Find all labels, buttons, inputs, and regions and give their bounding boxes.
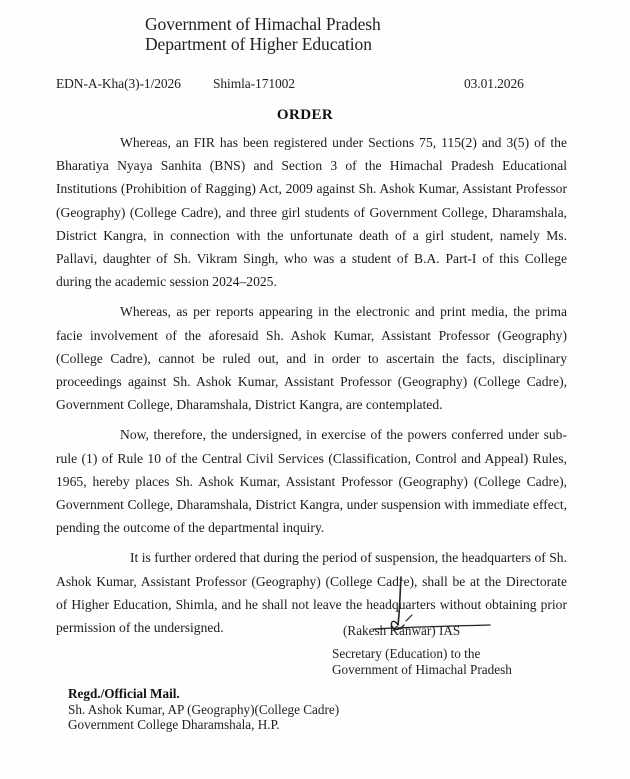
designation-line-2: Government of Himachal Pradesh [332,661,512,677]
regd-mail-label: Regd./Official Mail. [68,686,180,701]
paragraph-headquarters: It is further ordered that during the period of suspension, the headquarters of Sh. Ashok Kumar, Assistant Professor (Geography) (College Cadre), shall be at the Directorate of Higher Education, Shimla, and he shall not leave the headquarters without obtaining prior permission of the undersigned. [56,550,567,636]
order-title: ORDER [276,107,334,123]
signature-block [330,575,570,685]
signatory-designation [332,646,512,677]
recipient-name: Sh. Ashok Kumar, AP (Geography)(College Cadre) [68,701,340,717]
signatory-name: (Rakesh Kanwar) IAS [343,623,461,638]
order-date: 03.01.2026 [464,76,524,91]
letterhead [145,14,381,54]
reference-number: EDN-A-Kha(3)-1/2026 [56,76,181,91]
recipient-address: Government College Dharamshala, H.P. [68,717,280,732]
designation-line-1: Secretary (Education) to the [332,646,481,661]
government-name: Government of Himachal Pradesh [145,14,381,34]
reference-place: Shimla-171002 [213,76,295,91]
paragraph-media-reports: Whereas, as per reports appearing in the electronic and print media, the prima facie involvement of the aforesaid Sh. Ashok Kumar, Assistant Professor (Geography) (College Cadre), cannot be ruled out, and in order to ascertain the facts, disciplinary proceedings against Sh. Ashok Kumar, Assistant Professor (Geography) (College Cadre), Government College, Dharamshala, District Kangra, are contemplated. [56,304,567,413]
order-body [56,131,567,646]
paragraph-suspension: Now, therefore, the undersigned, in exercise of the powers conferred under sub-rule (1) of Rule 10 of the Central Civil Services (Classification, Control and Appeal) Rules, 1965, hereby places Sh. Ashok Kumar, Assistant Professor (Geography) (College Cadre), Government College, Dharamshala, District Kangra, under suspension with immediate effect, pending the outcome of the departmental inquiry. [56,427,567,536]
paragraph-fir: Whereas, an FIR has been registered under Sections 75, 115(2) and 3(5) of the Bharatiya Nyaya Sanhita (BNS) and Section 3 of the Himachal Pradesh Educational Institutions (Prohibition of Ragging) Act, 2009 against Sh. Ashok Kumar, Assistant Professor (Geography) (College Cadre), and three girl students of Government College, Dharamshala, District Kangra, in connection with the unfortunate death of a girl student, namely Ms. Pallavi, daughter of Sh. Vikram Singh, who was a student of B.A. Part-I of this College during the academic session 2024–2025. [56,135,567,290]
department-name: Department of Higher Education [145,34,372,54]
recipient-block [68,686,339,733]
